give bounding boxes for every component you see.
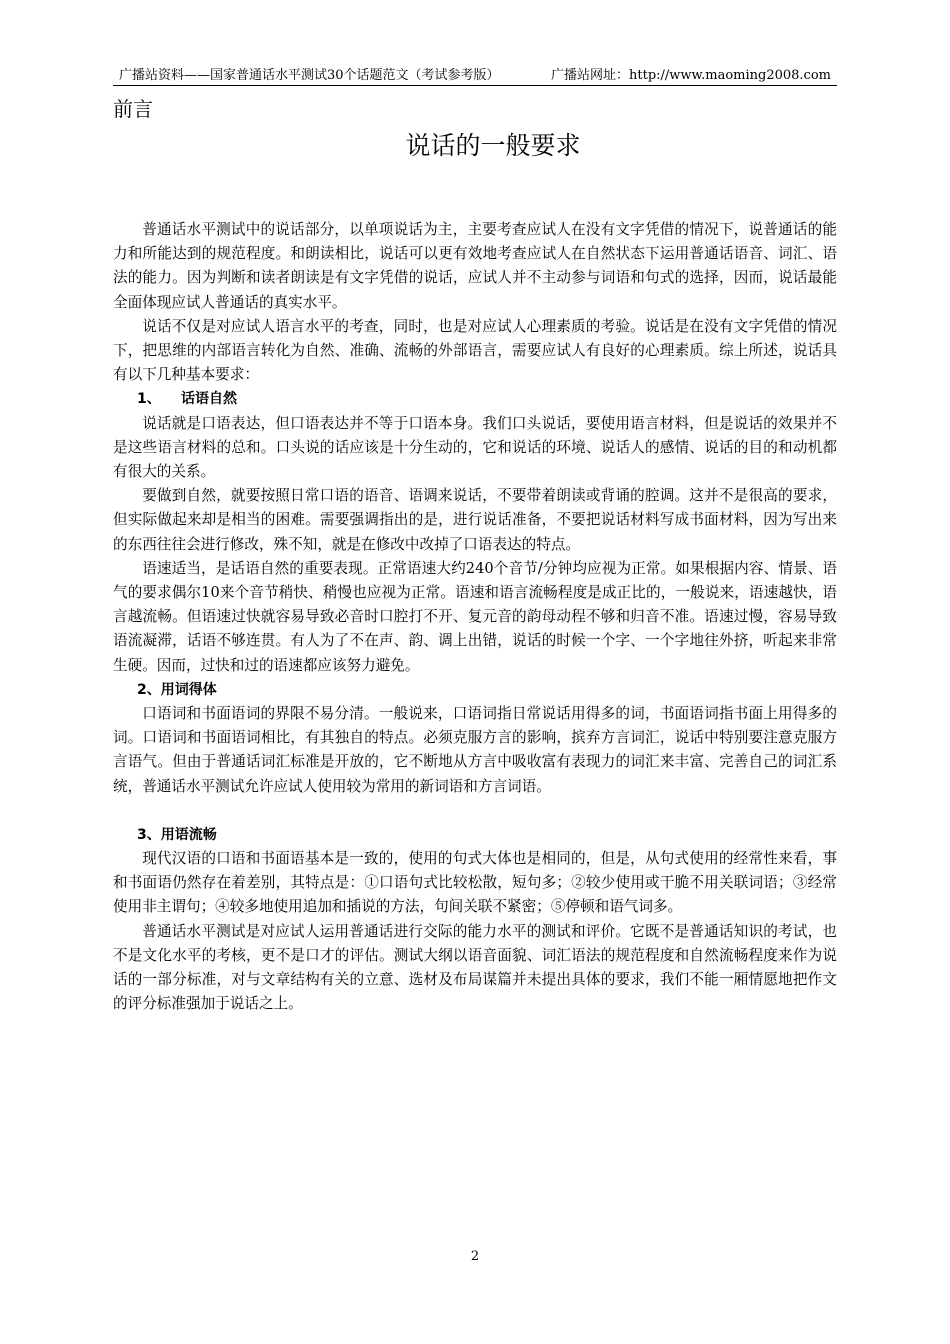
section-label: 用词得体 bbox=[160, 681, 217, 698]
page-title: 说话的一般要求 bbox=[405, 131, 581, 160]
paragraph-s1-1: 说话就是口语表达，但口语表达并不等于口语本身。我们口头说话，要使用语言材料，但是说话的效果并不是这些语言材料的总和。口头说的话应该是十分生动的，它和说话的环境、说话人的感情、说话的目的和动机都有很大的关系。 bbox=[113, 414, 837, 481]
section-number: 1、 bbox=[137, 391, 161, 408]
section-heading-3 bbox=[113, 823, 837, 847]
header-title: 广播站资料——国家普通话水平测试30个话题范文（考试参考版） bbox=[119, 68, 500, 83]
article-body bbox=[113, 218, 837, 1017]
paragraph-s1-3: 语速适当，是话语自然的重要表现。正常语速大约240个音节/分钟均应视为正常。如果根据内容、情景、语气的要求偶尔10来个音节稍快、稍慢也应视为正常。语速和语言流畅程度是成正比的，一般说来，语速越快，语言越流畅。但语速过快就容易导致必音时口腔打不开、复元音的韵母动程不够和归音不准。语速过慢，容易导致语流凝滞，话语不够连贯。有人为了不在声、韵、调上出错，说话的时候一个字、一个字地往外挤，听起来非常生硬。因而，过快和过的语速都应该努力避免。 bbox=[113, 559, 837, 674]
section-label: 用语流畅 bbox=[160, 826, 217, 843]
section-label: 话语自然 bbox=[181, 391, 237, 408]
section-number: 3、 bbox=[137, 826, 161, 843]
paragraph-s3-1: 现代汉语的口语和书面语基本是一致的，使用的句式大体也是相同的，但是，从句式使用的经常性来看，事和书面语仍然存在着差别，其特点是：①口语句式比较松散，短句多；②较少使用或干脆不用关联词语；③经常使用非主谓句；④较多地使用追加和插说的方法，句间关联不紧密；⑤停顿和语气词多。 bbox=[113, 850, 837, 916]
paragraph-s2-1: 口语词和书面语词的界限不易分清。一般说来，口语词指日常说话用得多的词，书面语词指书面上用得多的词。口语词和书面语词相比，有其独自的特点。必须克服方言的影响，摈弃方言词汇，说话中特别要注意克服方言语气。但由于普通话词汇标准是开放的，它不断地从方言中吸收富有表现力的词汇来丰富、完善自己的词汇系统，普通话水平测试允许应试人使用较为常用的新词语和方言词语。 bbox=[113, 705, 837, 795]
header-website: 广播站网址：http://www.maoming2008.com bbox=[551, 68, 831, 83]
section-heading-2 bbox=[113, 678, 837, 702]
paragraph-closing: 普通话水平测试是对应试人运用普通话进行交际的能力水平的测试和评价。它既不是普通话知识的考试，也不是文化水平的考核，更不是口才的评估。测试大纲以语音面貌、词汇语法的规范程度和自然流畅程度来作为说话的一部分标准，对与文章结构有关的立意、选材及布局谋篇并未提出具体的要求，我们不能一厢情愿地把作文的评分标准强加于说话之上。 bbox=[113, 922, 837, 1013]
page-number: 2 bbox=[470, 1249, 480, 1264]
section-heading-1 bbox=[113, 387, 837, 411]
paragraph-gap bbox=[113, 799, 837, 823]
running-header bbox=[113, 66, 837, 86]
paragraph-intro-1: 普通话水平测试中的说话部分，以单项说话为主，主要考查应试人在没有文字凭借的情况下，说普通话的能力和所能达到的规范程度。和朗读相比，说话可以更有效地考查应试人在自然状态下运用普通话语音、词汇、语法的能力。因为判断和读者朗读是有文字凭借的说话，应试人并不主动参与词语和句式的选择，因而，说话最能全面体现应试人普通话的真实水平。 bbox=[113, 221, 837, 311]
paragraph-s1-2: 要做到自然，就要按照日常口语的语音、语调来说话，不要带着朗读或背诵的腔调。这并不是很高的要求，但实际做起来却是相当的困难。需要强调指出的是，进行说话准备，不要把说话材料写成书面材料，因为写出来的东西往往会进行修改，殊不知，就是在修改中改掉了口语表达的特点。 bbox=[113, 487, 837, 553]
paragraph-intro-2: 说话不仅是对应试人语言水平的考查，同时，也是对应试人心理素质的考验。说话是在没有文字凭借的情况下，把思维的内部语言转化为自然、准确、流畅的外部语言，需要应试人有良好的心理素质。综上所述，说话具有以下几种基本要求： bbox=[113, 317, 837, 384]
preface-heading: 前言 bbox=[113, 97, 153, 121]
section-number: 2、 bbox=[137, 681, 161, 698]
